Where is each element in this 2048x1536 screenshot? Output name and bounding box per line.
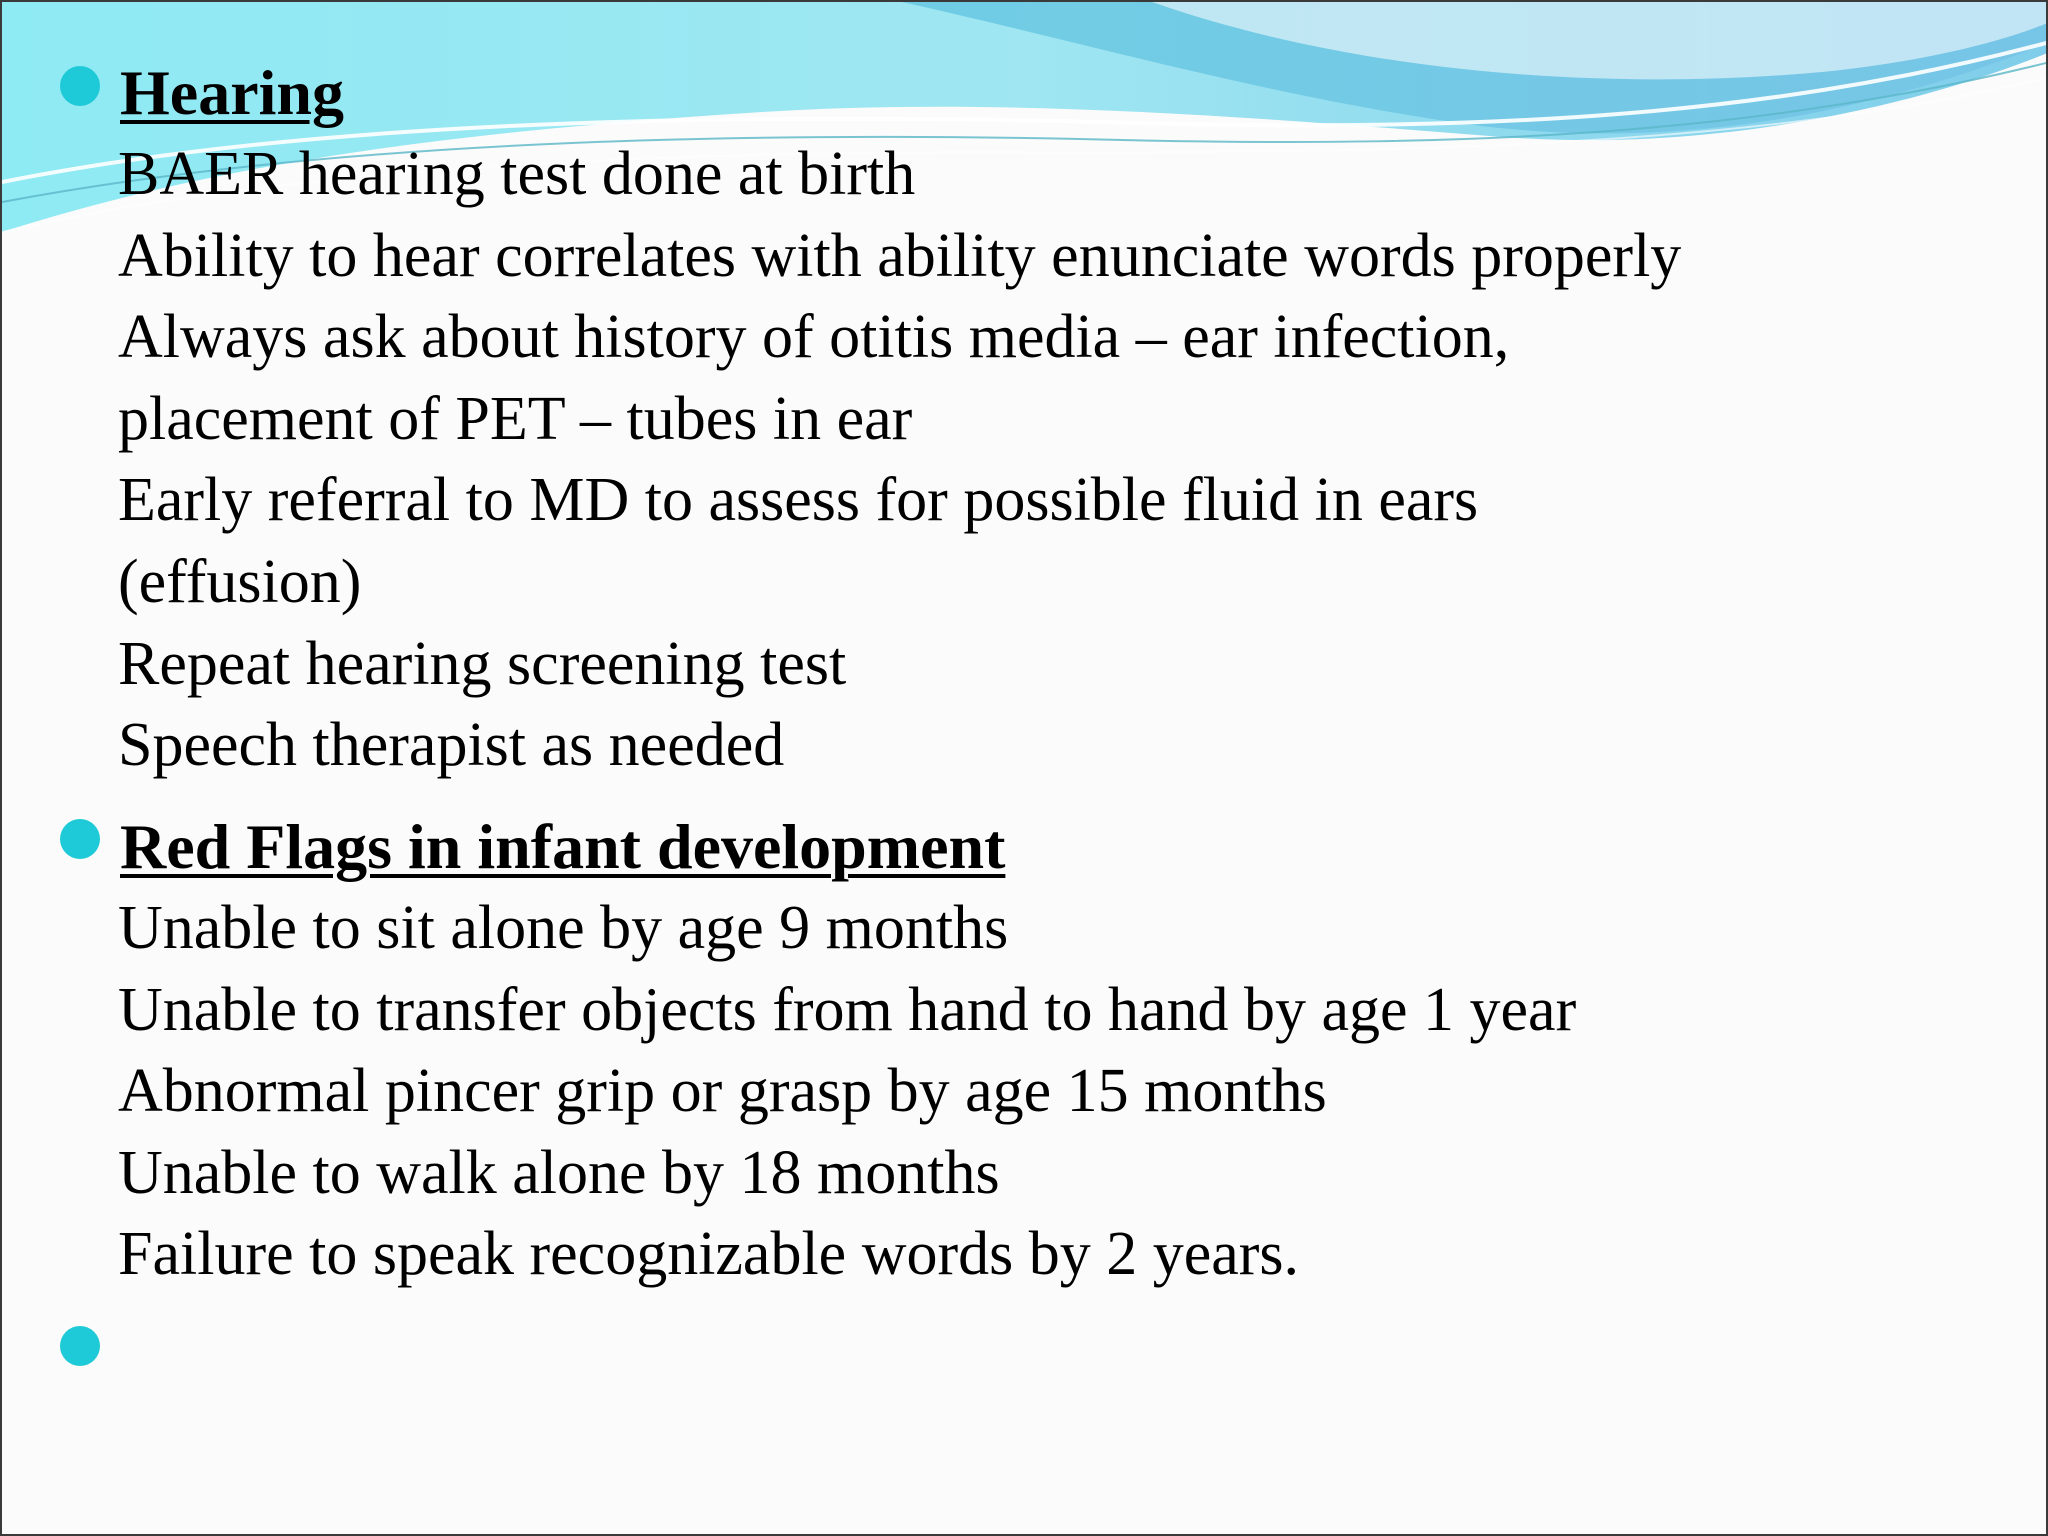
section-heading-hearing: Hearing	[120, 57, 344, 128]
bullet-dot-icon	[60, 66, 100, 106]
hearing-line: Early referral to MD to assess for possible fluid in ears	[118, 466, 1479, 535]
hearing-lines	[118, 134, 1681, 787]
red-flag-line: Unable to transfer objects from hand to hand by age 1 year	[118, 975, 1577, 1044]
red-flag-line: Unable to sit alone by age 9 months	[118, 894, 1009, 962]
hearing-line: Always ask about history of otitis media – ear infection,	[118, 303, 1510, 372]
red-flag-line: Failure to speak recognizable words by 2 years.	[118, 1220, 1300, 1289]
slide-content	[2, 2, 2048, 1536]
bullet-dot-icon	[60, 1326, 100, 1366]
section-heading-red-flags: Red Flags in infant development	[120, 811, 1006, 882]
hearing-line: Repeat hearing screening test	[118, 629, 847, 698]
red-flag-line: Unable to walk alone by 18 months	[118, 1138, 1000, 1207]
hearing-line: placement of PET – tubes in ear	[118, 384, 913, 453]
hearing-line: Ability to hear correlates with ability enunciate words properly	[118, 221, 1682, 290]
hearing-line: BAER hearing test done at birth	[118, 140, 916, 208]
hearing-line: (effusion)	[118, 547, 362, 616]
red-flag-line: Abnormal pincer grip or grasp by age 15 months	[118, 1057, 1327, 1126]
hearing-line: Speech therapist as needed	[118, 711, 785, 780]
red-flags-lines	[118, 888, 1576, 1296]
bullet-dot-icon	[60, 819, 100, 859]
